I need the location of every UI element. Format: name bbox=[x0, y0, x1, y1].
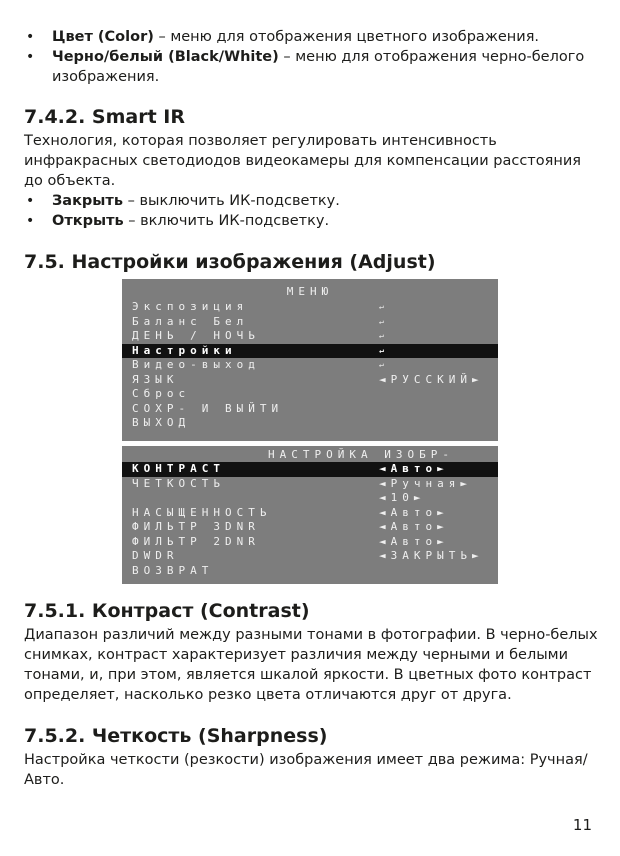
osd-row: СОХР- И ВЫЙТИ bbox=[132, 401, 284, 415]
enter-icon: ↵ bbox=[379, 316, 384, 326]
osd-row: Баланс Бел ↵ bbox=[132, 314, 384, 328]
osd-row: ЧЕТКОСТЬ ◄Ручная► bbox=[132, 476, 472, 490]
list-item: • Черно/белый (Black/White) – меню для отображения черно-белого изображения. bbox=[26, 49, 585, 85]
enter-icon: ↵ bbox=[379, 331, 384, 340]
bullet-icon: • bbox=[26, 193, 35, 209]
osd-row: Видео-выход ↵ bbox=[132, 358, 384, 371]
osd-row: ЯЗЫК ◄РУССКИЙ► bbox=[132, 372, 484, 386]
osd-row: НАСЫЩЕННОСТЬ ◄Авто► bbox=[132, 505, 449, 519]
smart-ir-paragraph: Технология, которая позволяет регулировать интенсивность инфракрасных светодиодов видеокамеры для компенсации расстояния до объекта. bbox=[24, 133, 581, 189]
osd-row: ФИЛЬТР 3DNR ◄Авто► bbox=[132, 520, 449, 533]
osd-row-selected: Настройки ↵ bbox=[122, 344, 498, 359]
bullet-icon: • bbox=[26, 49, 35, 65]
smart-ir-list bbox=[24, 191, 600, 231]
list-item: • Цвет (Color) – меню для отображения цветного изображения. bbox=[26, 29, 540, 45]
osd-row: DWDR ◄ЗАКРЫТЬ► bbox=[132, 549, 484, 562]
adjust-screenshot bbox=[122, 446, 498, 584]
osd-row: Экспозиция ↵ bbox=[132, 300, 384, 313]
osd-title: МЕНЮ bbox=[286, 285, 334, 298]
page-number: 11 bbox=[572, 816, 592, 834]
color-mode-list bbox=[24, 27, 600, 87]
bullet-icon: • bbox=[26, 213, 35, 229]
section-heading-contrast: 7.5.1. Контраст (Contrast) bbox=[24, 600, 310, 622]
osd-row-selected: КОНТРАСТ ◄Авто► bbox=[122, 462, 498, 477]
list-item: • Открыть – включить ИК-подсветку. bbox=[26, 213, 330, 229]
osd-row: ДЕНЬ / НОЧЬ ↵ bbox=[132, 329, 384, 342]
menu-screenshot bbox=[122, 279, 498, 441]
osd-title-row bbox=[122, 285, 498, 300]
contrast-paragraph: Диапазон различий между разными тонами в фотографии. В черно-белых снимках, контраст характеризует различия между черными и белыми тонами, и, при этом, является шкалой яркости. В цветных фото контраст определяет, насколько резко цвета отличаются друг от друга. bbox=[24, 627, 598, 703]
section-heading-adjust: 7.5. Настройки изображения (Adjust) bbox=[24, 251, 436, 273]
osd-row: ФИЛЬТР 2DNR ◄Авто► bbox=[132, 534, 449, 548]
section-heading-smart-ir: 7.4.2. Smart IR bbox=[24, 106, 185, 128]
bullet-icon: • bbox=[26, 29, 35, 45]
enter-icon: ↵ bbox=[379, 345, 384, 355]
osd-row: ВЫХОД bbox=[132, 416, 191, 429]
osd-title: НАСТРОЙКА ИЗОБР- bbox=[268, 448, 454, 461]
osd-row: ВОЗВРАТ bbox=[132, 563, 214, 577]
osd-row: Сброс bbox=[132, 387, 191, 400]
osd-title-row bbox=[122, 448, 498, 463]
enter-icon: ↵ bbox=[379, 360, 384, 369]
list-item: • Закрыть – выключить ИК-подсветку. bbox=[26, 193, 340, 209]
sharpness-paragraph: Настройка четкости (резкости) изображения имеет два режима: Ручная/Авто. bbox=[24, 752, 588, 788]
osd-row: ◄10► bbox=[379, 491, 426, 504]
section-heading-sharpness: 7.5.2. Четкость (Sharpness) bbox=[24, 725, 328, 747]
enter-icon: ↵ bbox=[379, 302, 384, 311]
